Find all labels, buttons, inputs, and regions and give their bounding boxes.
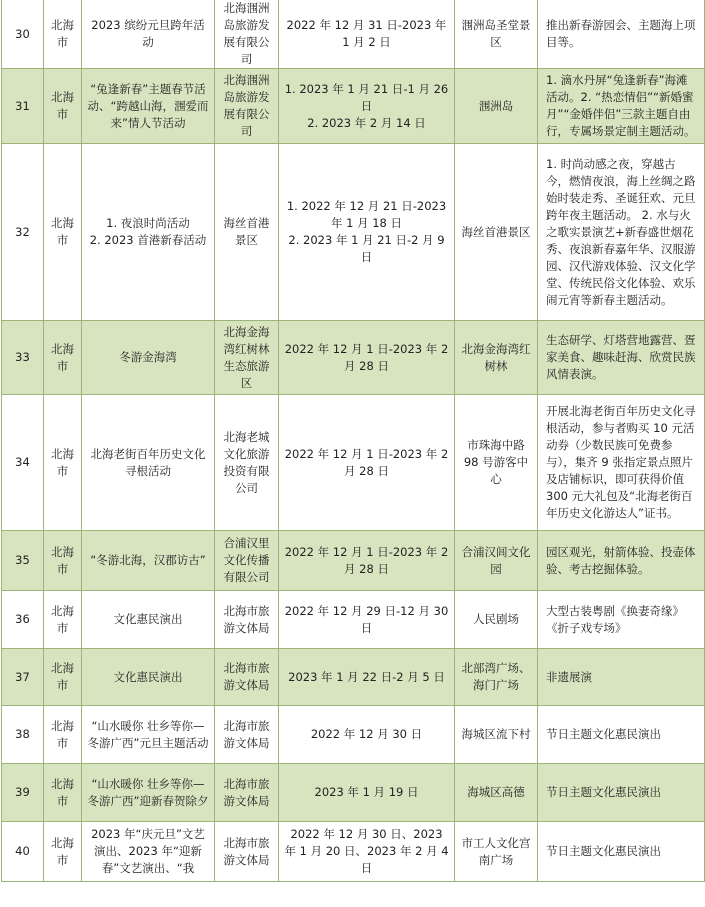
cell-place: 市工人文化宫南广场 bbox=[455, 822, 538, 882]
cell-org: 海丝首港景区 bbox=[215, 144, 279, 321]
cell-name: 2023 缤纷元旦跨年活动 bbox=[82, 0, 215, 69]
table-row bbox=[2, 822, 705, 882]
cell-org: 北海金海湾红树林生态旅游区 bbox=[215, 321, 279, 395]
cell-city: 北海市 bbox=[44, 144, 82, 321]
cell-city: 北海市 bbox=[44, 69, 82, 144]
cell-org: 合浦汉里文化传播有限公司 bbox=[215, 531, 279, 591]
cell-city: 北海市 bbox=[44, 0, 82, 69]
cell-place: 海城区高德 bbox=[455, 764, 538, 822]
cell-no: 35 bbox=[2, 531, 44, 591]
cell-date: 2022 年 12 月 30 日 bbox=[279, 706, 455, 764]
cell-place: 人民剧场 bbox=[455, 591, 538, 649]
cell-no: 31 bbox=[2, 69, 44, 144]
cell-name: “兔逢新春”主题春节活动、“跨越山海，涠爱而来”情人节活动 bbox=[82, 69, 215, 144]
table-row bbox=[2, 395, 705, 531]
cell-name: “冬游北海，汉郡访古” bbox=[82, 531, 215, 591]
cell-org: 北海市旅游文体局 bbox=[215, 591, 279, 649]
cell-place: 合浦汉闾文化园 bbox=[455, 531, 538, 591]
cell-city: 北海市 bbox=[44, 706, 82, 764]
cell-name: “山水暖你 壮乡等你—冬游广西”迎新春贺除夕 bbox=[82, 764, 215, 822]
cell-desc: 节日主题文化惠民演出 bbox=[538, 706, 705, 764]
cell-name: 北海老街百年历史文化寻根活动 bbox=[82, 395, 215, 531]
cell-no: 33 bbox=[2, 321, 44, 395]
cell-desc: 园区观光，射箭体验、投壶体验、考古挖掘体验。 bbox=[538, 531, 705, 591]
cell-city: 北海市 bbox=[44, 395, 82, 531]
cell-date: 2022 年 12 月 31 日-2023 年 1 月 2 日 bbox=[279, 0, 455, 69]
cell-place: 涠洲岛圣堂景区 bbox=[455, 0, 538, 69]
cell-name: 文化惠民演出 bbox=[82, 649, 215, 706]
cell-city: 北海市 bbox=[44, 649, 82, 706]
table-row bbox=[2, 321, 705, 395]
cell-org: 北海涠洲岛旅游发展有限公司 bbox=[215, 69, 279, 144]
cell-city: 北海市 bbox=[44, 321, 82, 395]
table-row bbox=[2, 706, 705, 764]
cell-date: 1. 2023 年 1 月 21 日-1 月 26 日 2. 2023 年 2 月 14 日 bbox=[279, 69, 455, 144]
table-row bbox=[2, 764, 705, 822]
cell-desc: 节日主题文化惠民演出 bbox=[538, 764, 705, 822]
cell-place: 涠洲岛 bbox=[455, 69, 538, 144]
cell-org: 北海市旅游文体局 bbox=[215, 649, 279, 706]
cell-city: 北海市 bbox=[44, 591, 82, 649]
cell-date: 2022 年 12 月 1 日-2023 年 2 月 28 日 bbox=[279, 531, 455, 591]
cell-no: 32 bbox=[2, 144, 44, 321]
cell-org: 北海老城文化旅游投资有限公司 bbox=[215, 395, 279, 531]
cell-desc: 开展北海老街百年历史文化寻根活动，参与者购买 10 元活动券（少数民族可免费参与），集齐 9 张指定景点照片及店铺标识，即可获得价值 300 元大礼包及“北海老街百年历史文化游达人”证书。 bbox=[538, 395, 705, 531]
cell-date: 2023 年 1 月 19 日 bbox=[279, 764, 455, 822]
cell-no: 30 bbox=[2, 0, 44, 69]
cell-no: 37 bbox=[2, 649, 44, 706]
cell-date: 2023 年 1 月 22 日-2 月 5 日 bbox=[279, 649, 455, 706]
cell-org: 北海市旅游文体局 bbox=[215, 764, 279, 822]
table-row bbox=[2, 531, 705, 591]
cell-desc: 1. 时尚动感之夜，穿越古今，燃情夜浪，海上丝绸之路始时装走秀、圣诞狂欢、元旦跨年夜主题活动。 2. 水与火之歌实景演艺+新春盛世烟花秀、夜浪新春嘉年华、汉服游园、汉代游戏体验、汉文化学堂、传统民俗文化体验、欢乐闹元宵等新春主题活动。 bbox=[538, 144, 705, 321]
cell-name: “山水暖你 壮乡等你—冬游广西”元旦主题活动 bbox=[82, 706, 215, 764]
cell-city: 北海市 bbox=[44, 822, 82, 882]
cell-date: 2022 年 12 月 30 日、2023 年 1 月 20 日、2023 年 2 月 4 日 bbox=[279, 822, 455, 882]
cell-city: 北海市 bbox=[44, 531, 82, 591]
cell-no: 38 bbox=[2, 706, 44, 764]
cell-no: 36 bbox=[2, 591, 44, 649]
cell-desc: 非遗展演 bbox=[538, 649, 705, 706]
cell-desc: 推出新春游园会、主题海上项目等。 bbox=[538, 0, 705, 69]
table-row bbox=[2, 0, 705, 69]
cell-place: 海城区流下村 bbox=[455, 706, 538, 764]
table-row bbox=[2, 649, 705, 706]
cell-place: 北部湾广场、海门广场 bbox=[455, 649, 538, 706]
cell-org: 北海涠洲岛旅游发展有限公司 bbox=[215, 0, 279, 69]
cell-no: 40 bbox=[2, 822, 44, 882]
cell-desc: 1. 滴水丹屏“兔逢新春”海滩活动。2. “热恋情侣”“新婚蜜月”“金婚伴侣”三款主题自由行，专属场景定制主题活动。 bbox=[538, 69, 705, 144]
cell-date: 2022 年 12 月 1 日-2023 年 2 月 28 日 bbox=[279, 321, 455, 395]
cell-desc: 生态研学、灯塔营地露营、疍家美食、趣味赶海、欣赏民族风情表演。 bbox=[538, 321, 705, 395]
cell-no: 34 bbox=[2, 395, 44, 531]
cell-desc: 节日主题文化惠民演出 bbox=[538, 822, 705, 882]
cell-name: 文化惠民演出 bbox=[82, 591, 215, 649]
cell-name: 1. 夜浪时尚活动 2. 2023 首港新春活动 bbox=[82, 144, 215, 321]
events-table bbox=[1, 0, 705, 882]
cell-no: 39 bbox=[2, 764, 44, 822]
cell-place: 北海金海湾红树林 bbox=[455, 321, 538, 395]
cell-city: 北海市 bbox=[44, 764, 82, 822]
cell-org: 北海市旅游文体局 bbox=[215, 822, 279, 882]
cell-place: 海丝首港景区 bbox=[455, 144, 538, 321]
table-row bbox=[2, 69, 705, 144]
cell-date: 2022 年 12 月 29 日-12 月 30 日 bbox=[279, 591, 455, 649]
table-row bbox=[2, 591, 705, 649]
cell-place: 市珠海中路 98 号游客中心 bbox=[455, 395, 538, 531]
cell-date: 2022 年 12 月 1 日-2023 年 2 月 28 日 bbox=[279, 395, 455, 531]
cell-name: 2023 年“庆元旦”文艺演出、2023 年“迎新春”文艺演出、“我 bbox=[82, 822, 215, 882]
table-row bbox=[2, 144, 705, 321]
cell-date: 1. 2022 年 12 月 21 日-2023 年 1 月 18 日 2. 2023 年 1 月 21 日-2 月 9 日 bbox=[279, 144, 455, 321]
cell-desc: 大型古装粤剧《换妻奇缘》《折子戏专场》 bbox=[538, 591, 705, 649]
cell-org: 北海市旅游文体局 bbox=[215, 706, 279, 764]
cell-name: 冬游金海湾 bbox=[82, 321, 215, 395]
